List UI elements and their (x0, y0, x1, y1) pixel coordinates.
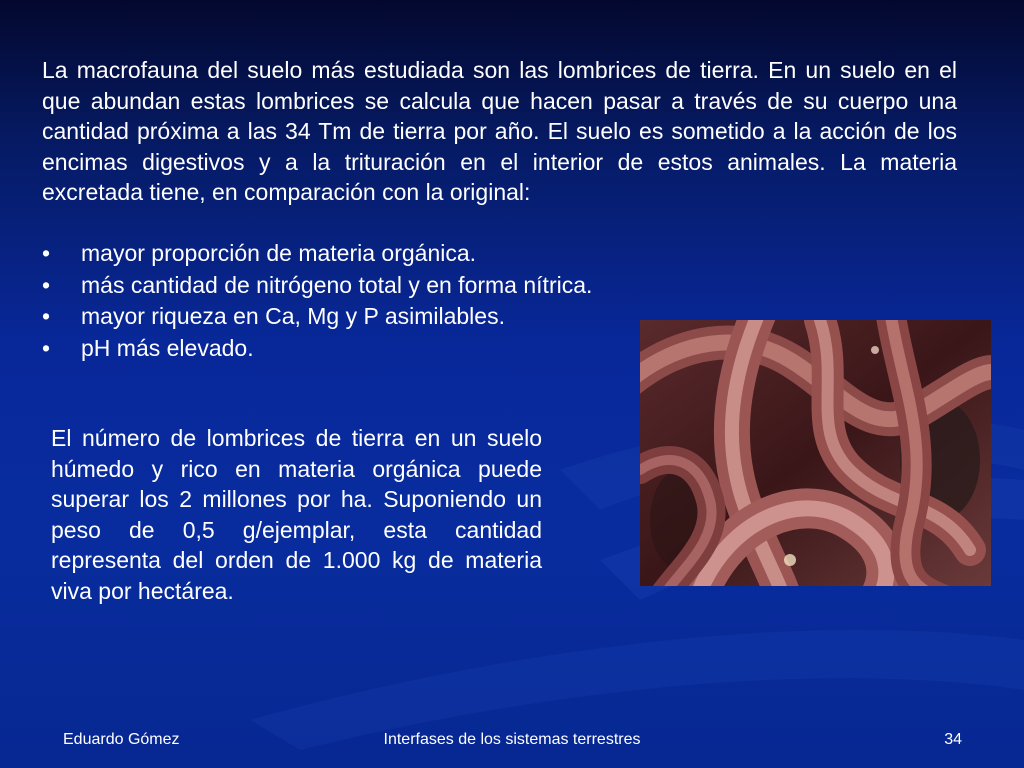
population-paragraph: El número de lombrices de tierra en un suelo húmedo y rico en materia orgánica puede superar los 2 millones por ha. Suponiendo un peso de 0,5 g/ejemplar, esta cantidad representa del orden de 1.000 kg de materia viva por hectárea. (51, 425, 542, 604)
bullet-list (42, 238, 682, 364)
bullet-text: mayor proporción de materia orgánica. (81, 240, 477, 266)
bullet-text: pH más elevado. (81, 334, 254, 361)
footer-title: Interfases de los sistemas terrestres (383, 731, 641, 748)
bullet-icon: • (42, 240, 51, 266)
list-item (42, 270, 682, 302)
list-item (42, 333, 682, 365)
footer-author: Eduardo Gómez (63, 731, 180, 748)
earthworms-icon (640, 320, 991, 586)
earthworms-photo (640, 320, 991, 586)
bullet-text: más cantidad de nitrógeno total y en forma nítrica. (81, 271, 593, 298)
bullet-icon: • (42, 303, 51, 329)
bullet-icon: • (42, 271, 51, 298)
intro-paragraph: La macrofauna del suelo más estudiada son las lombrices de tierra. En un suelo en el que abundan estas lombrices se calcula que hacen pasar a través de su cuerpo una cantidad próxima a las 34 Tm de tierra por año. El suelo es sometido a la acción de los encimas digestivos y a la trituración en el interior de estos animales. La materia excretada tiene, en comparación con la original: (42, 57, 957, 205)
page-number: 34 (944, 731, 962, 748)
list-item (42, 238, 682, 270)
bullet-icon: • (42, 334, 51, 361)
list-item (42, 301, 682, 333)
bullet-text: mayor riqueza en Ca, Mg y P asimilables. (81, 303, 505, 329)
